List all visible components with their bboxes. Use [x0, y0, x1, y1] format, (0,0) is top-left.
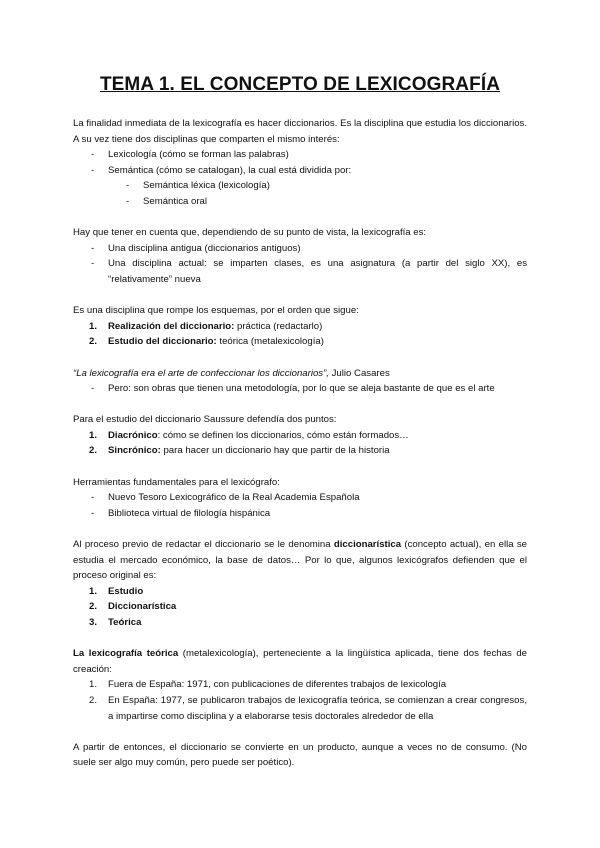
- numbered-item: 1. Estudio: [89, 585, 144, 597]
- bullet-dash: -: [126, 195, 130, 207]
- bullet-dash: -: [91, 507, 95, 519]
- numbered-item: 2. En España: 1977, se publicaron trabajos de lexicografía teórica, se comienzan a crear congresos, a impartirse como disciplina y a elaborarse tesis doctorales alrededor de ella: [89, 694, 527, 722]
- sub-list-item: - Semántica léxica (lexicología): [73, 178, 527, 194]
- list-item: - Lexicología (cómo se forman las palabras): [73, 147, 527, 163]
- list-item: - Biblioteca virtual de filología hispánica: [73, 506, 527, 522]
- bullet-dash: -: [91, 383, 95, 395]
- bullet-dash: -: [91, 258, 95, 270]
- bullet-dash: -: [91, 242, 95, 254]
- bullet-dash: -: [91, 149, 95, 161]
- sub-list-item: - Semántica oral: [73, 194, 527, 210]
- tools-paragraph: Herramientas fundamentales para el lexicógrafo:: [73, 476, 280, 488]
- list-item: - Una disciplina antigua (diccionarios antiguos): [73, 241, 527, 257]
- list-item: - Pero: son obras que tienen una metodología, por lo que se aleja bastante de que es el arte: [73, 381, 527, 397]
- numbered-item: 1. Diacrónico: cómo se definen los diccionarios, cómo están formados…: [89, 429, 409, 441]
- bullet-dash: -: [91, 492, 95, 504]
- intro-paragraph: La finalidad inmediata de la lexicografía es hacer diccionarios. Es la disciplina que estudia los diccionarios. A su vez tiene dos disciplinas que comparten el mismo interés:: [73, 118, 527, 145]
- numbered-item: 2. Sincrónico: para hacer un diccionario hay que partir de la historia: [89, 445, 390, 457]
- process-paragraph: Al proceso previo de redactar el diccionario se le denomina diccionarística (concepto actual), en ella se estudia el mercado económico, la base de datos… Por lo que, algunos lexicógrafos defienden que el proceso original es:: [73, 539, 527, 582]
- list-item: - Una disciplina actual: se imparten clases, es una asignatura (a partir del siglo XX), es “relativamente” nueva: [91, 258, 527, 285]
- saussure-paragraph: Para el estudio del diccionario Saussure defendía dos puntos:: [73, 414, 337, 426]
- numbered-item: 2. Estudio del diccionario: teórica (metalexicología): [89, 336, 324, 348]
- numbered-item: 1. Fuera de España: 1971, con publicaciones de diferentes trabajos de lexicología: [89, 679, 447, 691]
- list-item: - Semántica (cómo se catalogan), la cual está dividida por:: [73, 163, 527, 179]
- view-paragraph: Hay que tener en cuenta que, dependiendo de su punto de vista, la lexicografía es:: [73, 227, 427, 239]
- bullet-dash: -: [91, 164, 95, 176]
- quote-line: “La lexicografía era el arte de confeccionar los diccionarios”, Julio Casares: [73, 367, 390, 379]
- closing-paragraph: A partir de entonces, el diccionario se convierte en un producto, aunque a veces no de consumo. (No suele ser algo muy común, pero puede ser poético).: [73, 741, 527, 769]
- page-title: TEMA 1. EL CONCEPTO DE LEXICOGRAFÍA: [99, 74, 501, 95]
- theory-paragraph: La lexicografía teórica (metalexicología), perteneciente a la lingüística aplicada, tiene dos fechas de creación:: [73, 648, 528, 675]
- bullet-dash: -: [126, 180, 130, 192]
- numbered-item: 1. Realización del diccionario: práctica (redactarlo): [89, 320, 323, 332]
- numbered-item: 3. Teórica: [89, 617, 142, 628]
- order-paragraph: Es una disciplina que rompe los esquemas, por el orden que sigue:: [73, 305, 359, 317]
- document-body: [73, 116, 527, 771]
- numbered-item: 2. Diccionarística: [89, 601, 177, 613]
- list-item: - Nuevo Tesoro Lexicográfico de la Real Academia Española: [73, 490, 527, 506]
